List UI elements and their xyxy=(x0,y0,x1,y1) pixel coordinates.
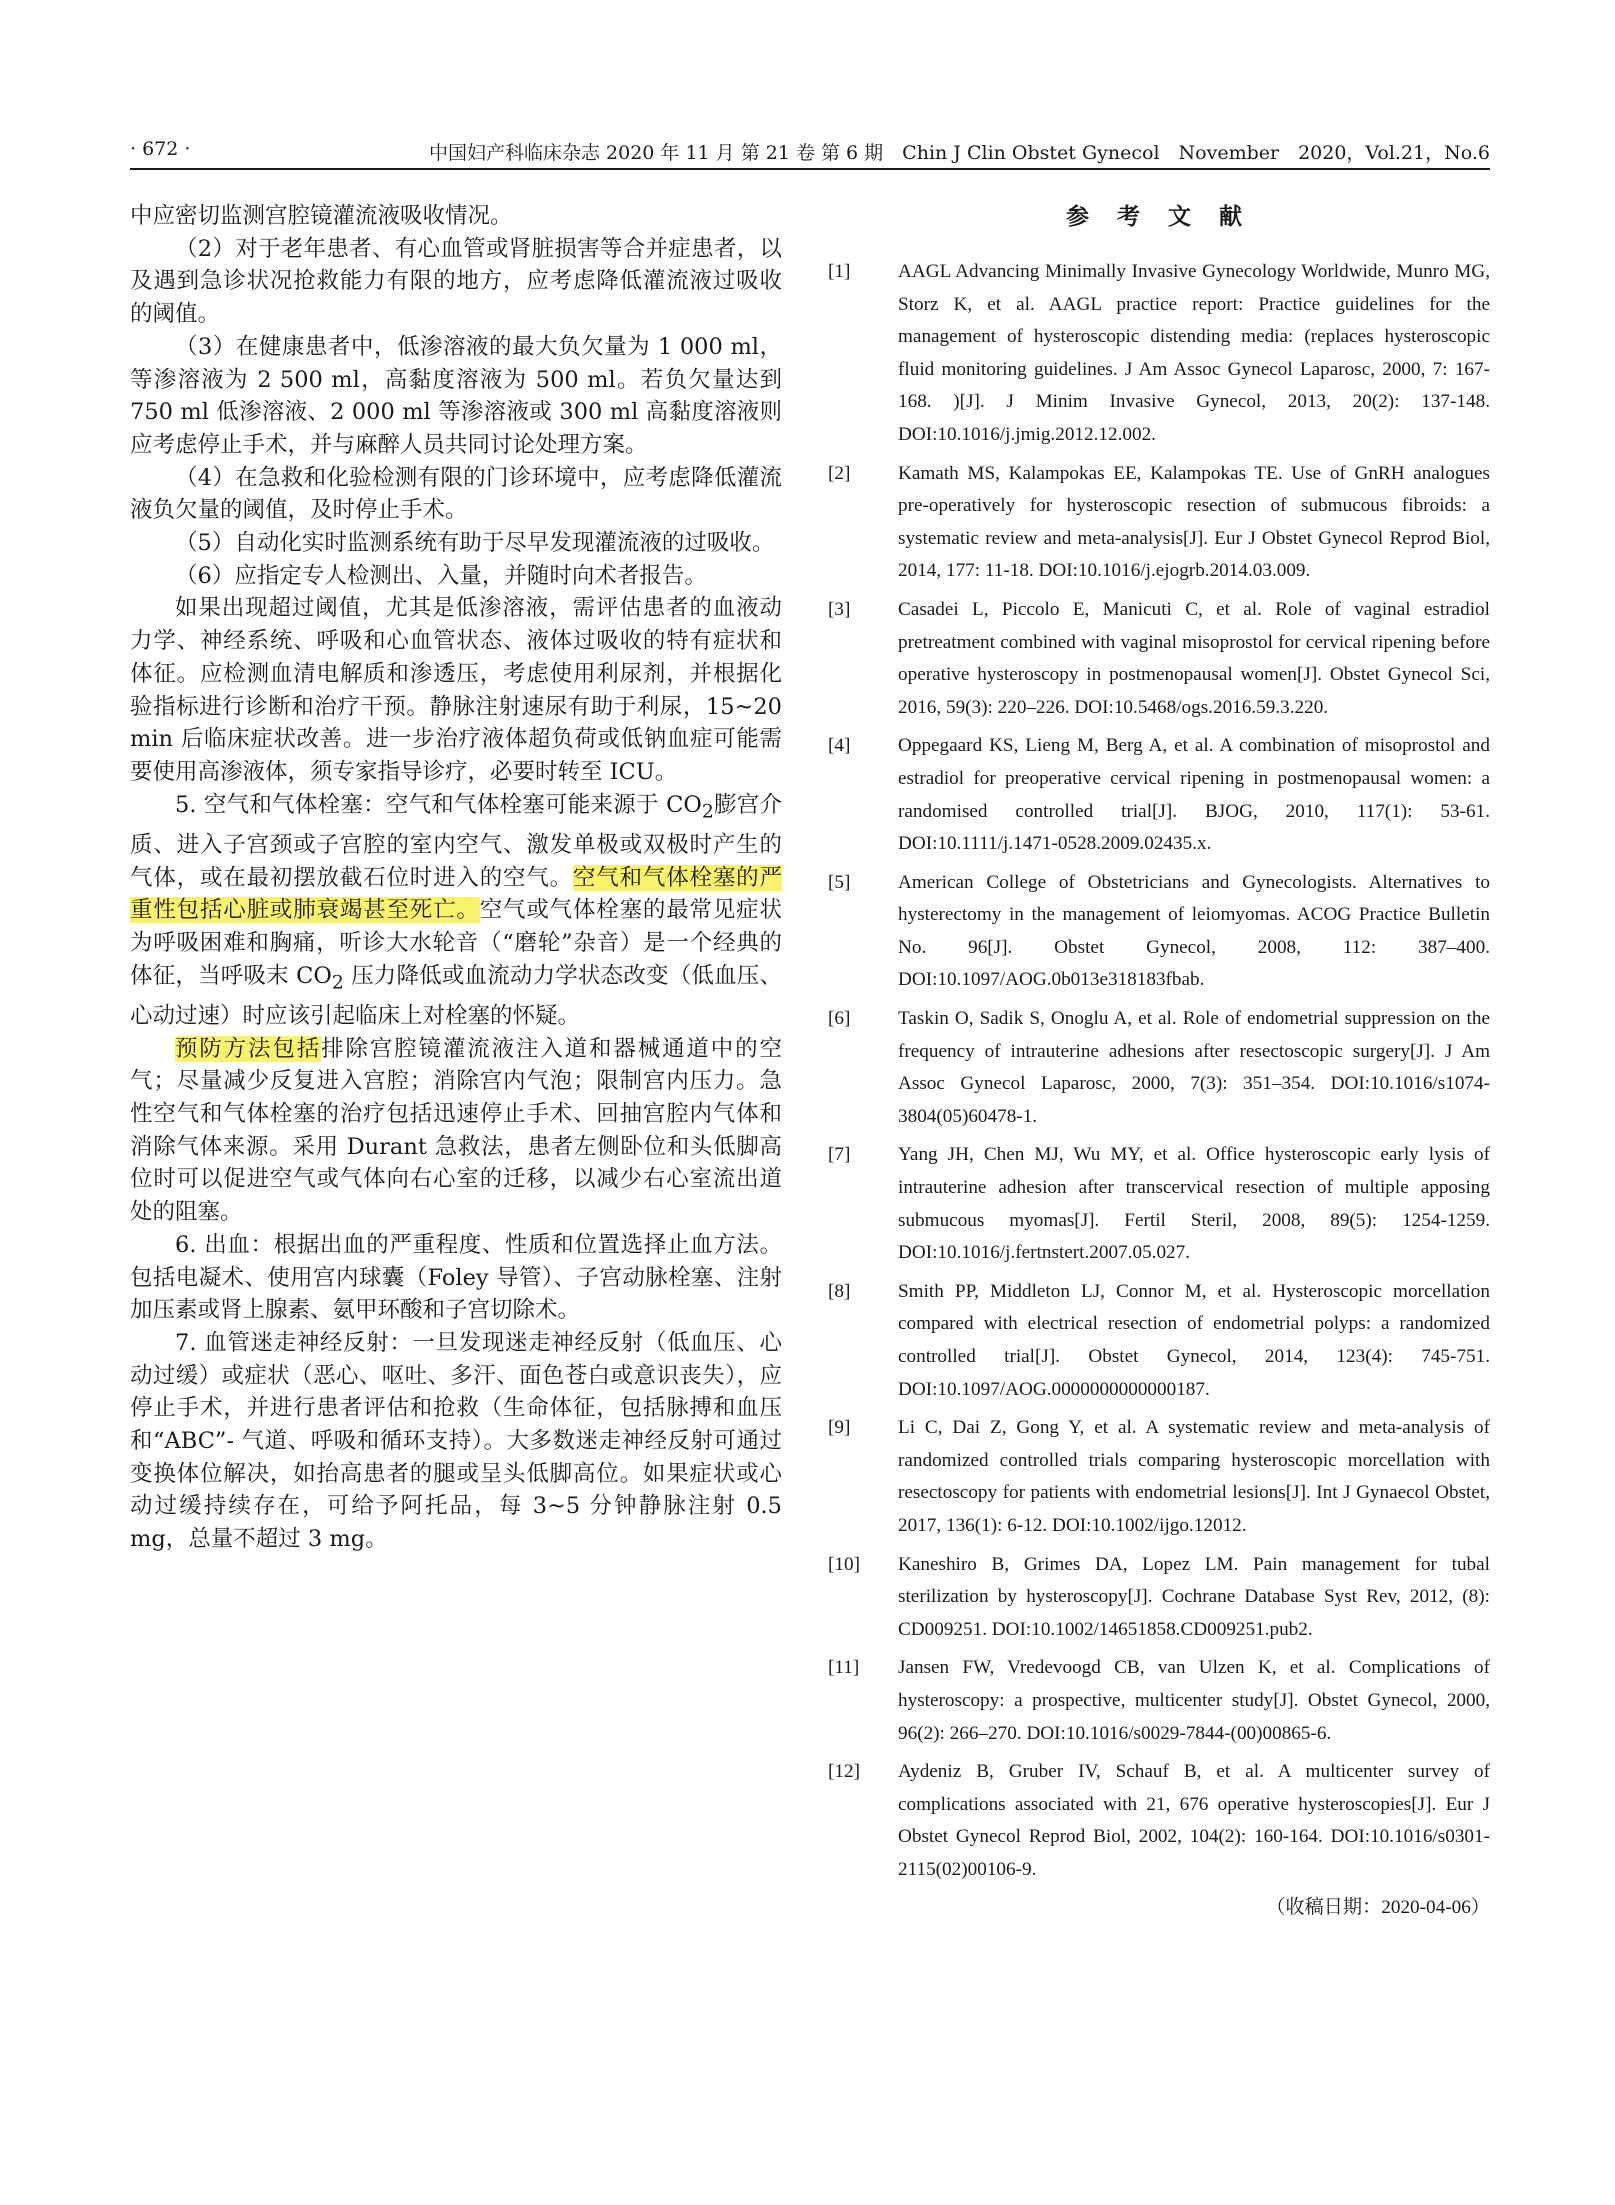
paragraph-vasovagal: 7. 血管迷走神经反射：一旦发现迷走神经反射（低血压、心动过缓）或症状（恶心、呕吐、多汗、面色苍白或意识丧失），应停止手术，并进行患者评估和抢救（生命体征，包括脉搏和血压和“ABC”- 气道、呼吸和循环支持）。大多数迷走神经反射可通过变换体位解决，如抬高患者的腿或呈头低脚高位。如果症状或心动过缓持续存在，可给予阿托品，每 3~5 分钟静脉注射 0.5 mg，总量不超过 3 mg。 xyxy=(130,1329,782,1553)
reference-number: [8] xyxy=(828,1280,851,1302)
reference-item xyxy=(828,458,1490,588)
reference-number: [7] xyxy=(828,1144,851,1166)
reference-number: [11] xyxy=(828,1657,860,1679)
reference-item xyxy=(828,1276,1490,1406)
reference-text: Smith PP, Middleton LJ, Connor M, et al. Hysteroscopic morcellation compared with electrical resection of endometrial polyps: a randomized controlled trial[J]. Obstet Gynecol, 2014, 123(4): 745-751. DOI:10.1097/AOG.0000000000000187. xyxy=(898,1280,1490,1400)
reference-item xyxy=(828,867,1490,997)
paragraph-continuation: 中应密切监测宫腔镜灌流液吸收情况。 xyxy=(130,203,513,229)
paragraph-item-5: （5）自动化实时监测系统有助于尽早发现灌流液的过吸收。 xyxy=(175,530,775,557)
reference-text: Casadei L, Piccolo E, Manicuti C, et al. Role of vaginal estradiol pretreatment combined with vaginal misoprostol for cervical ripening before operative hysteroscopy in postmenopausal women[J]. Obstet Gynecol Sci, 2016, 59(3): 220–226. DOI:10.5468/ogs.2016.59.3.220. xyxy=(898,598,1490,718)
page-number: · 672 · xyxy=(130,138,191,160)
reference-text: Kamath MS, Kalampokas EE, Kalampokas TE. Use of GnRH analogues pre-operatively for hysteroscopic resection of submucous fibroids: a systematic review and meta-analysis[J]. Eur J Obstet Gynecol Reprod Biol, 2014, 177: 11-18. DOI:10.1016/j.ejogrb.2014.03.009. xyxy=(898,462,1490,582)
reference-text: Taskin O, Sadik S, Onoglu A, et al. Role of endometrial suppression on the frequency of intrauterine adhesions after resectoscopic surgery[J]. J Am Assoc Gynecol Laparosc, 2000, 7(3): 351–354. DOI:10.1016/s1074-3804(05)60478-1. xyxy=(898,1008,1490,1127)
highlighted-text: 预防方法包括 xyxy=(175,1035,322,1062)
paragraph-threshold-management: 如果出现超过阈值，尤其是低渗溶液，需评估患者的血液动力学、神经系统、呼吸和心血管状态、液体过吸收的特有症状和体征。应检测血清电解质和渗透压，考虑使用利尿剂，并根据化验指标进行诊断和治疗干预。静脉注射速尿有助于利尿，15~20 min 后临床症状改善。进一步治疗液体超负荷或低钠血症可能需要使用高渗液体，须专家指导诊疗，必要时转至 ICU。 xyxy=(130,595,782,785)
paragraph-item-3: （3）在健康患者中，低渗溶液的最大负欠量为 1 000 ml，等渗溶液为 2 500 ml，高黏度溶液为 500 ml。若负欠量达到 750 ml 低渗溶液、2 000 ml 等渗溶液或 300 ml 高黏度溶液则应考虑停止手术，并与麻醉人员共同讨论处理方案。 xyxy=(130,333,782,458)
reference-item xyxy=(828,1139,1490,1269)
received-date: （收稿日期：2020-04-06） xyxy=(1266,1896,1490,1918)
highlighted-text: 空气和气体栓塞的严重性包括心脏或肺衰竭甚至死亡。 xyxy=(130,864,782,924)
references-column xyxy=(828,200,1490,1923)
reference-text: AAGL Advancing Minimally Invasive Gynecology Worldwide, Munro MG, Storz K, et al. AAGL practice report: Practice guidelines for the management of hysteroscopic distending media: (replaces hysteroscopic fluid monitoring guidelines. J Am Assoc Gynecol Laparosc, 2000, 7: 167-168. )[J]. J Minim Invasive Gynecol, 2013, 20(2): 137-148. DOI:10.1016/j.jmig.2012.12.002. xyxy=(898,261,1490,445)
references-heading: 参 考 文 献 xyxy=(1065,203,1253,230)
left-column-body xyxy=(130,200,782,1556)
paragraph-air-embolism xyxy=(130,789,782,1033)
references-list xyxy=(828,256,1490,1887)
reference-number: [4] xyxy=(828,735,851,757)
reference-number: [2] xyxy=(828,462,851,484)
reference-number: [6] xyxy=(828,1008,851,1030)
reference-item xyxy=(828,256,1490,452)
text-segment: 膨宫介质、进入子宫颈或子宫腔的室内空气、激发单极或双极时产生的气体，或在最初摆放截石位时进入的空气。 xyxy=(130,791,782,891)
reference-item xyxy=(828,730,1490,860)
reference-text: Jansen FW, Vredevoogd CB, van Ulzen K, et al. Complications of hysteroscopy: a prospective, multicenter study[J]. Obstet Gynecol, 2000, 96(2): 266–270. DOI:10.1016/s0029-7844-(00)00865-6. xyxy=(898,1657,1490,1744)
reference-number: [3] xyxy=(828,598,851,620)
paragraph-bleeding: 6. 出血：根据出血的严重程度、性质和位置选择止血方法。包括电凝术、使用宫内球囊（Foley 导管）、子宫动脉栓塞、注射加压素或肾上腺素、氨甲环酸和子宫切除术。 xyxy=(130,1231,782,1324)
reference-item xyxy=(828,1003,1490,1133)
paragraph-item-2: （2）对于老年患者、有心血管或肾脏损害等合并症患者，以及遇到急诊状况抢救能力有限的地方，应考虑降低灌流液过吸收的阈值。 xyxy=(130,235,782,328)
reference-text: American College of Obstetricians and Gynecologists. Alternatives to hysterectomy in the management of leiomyomas. ACOG Practice Bulletin No. 96[J]. Obstet Gynecol, 2008, 112: 387–400. DOI:10.1097/AOG.0b013e318183fbab. xyxy=(898,871,1490,991)
subscript: 2 xyxy=(331,972,344,994)
reference-item xyxy=(828,1549,1490,1647)
reference-item xyxy=(828,1756,1490,1886)
paragraph-prevention xyxy=(130,1033,782,1229)
reference-item xyxy=(828,594,1490,724)
reference-text: Kaneshiro B, Grimes DA, Lopez LM. Pain management for tubal sterilization by hysteroscopy[J]. Cochrane Database Syst Rev, 2012, (8): CD009251. DOI:10.1002/14651858.CD009251.pub2. xyxy=(898,1553,1490,1640)
subscript: 2 xyxy=(701,801,714,823)
journal-citation-line: 中国妇产科临床杂志 2020 年 11 月 第 21 卷 第 6 期 Chin J Clin Obstet Gynecol November 2020，Vol.21，No.6 xyxy=(428,142,1490,164)
text-segment: 5. 空气和气体栓塞：空气和气体栓塞可能来源于 CO xyxy=(175,791,702,818)
reference-number: [10] xyxy=(828,1553,860,1575)
text-segment: 排除宫腔镜灌流液注入道和器械通道中的空气；尽量减少反复进入宫腔；消除宫内气泡；限制宫内压力。急性空气和气体栓塞的治疗包括迅速停止手术、回抽宫腔内气体和消除气体来源。采用 Durant 急救法，患者左侧卧位和头低脚高位时可以促进空气或气体向右心室的迁移，以减少右心室流出道处的阻塞。 xyxy=(130,1035,782,1226)
reference-item xyxy=(828,1652,1490,1750)
reference-text: Li C, Dai Z, Gong Y, et al. A systematic review and meta-analysis of randomized controlled trials comparing hysteroscopic morcellation with resectoscopy for patients with endometrial lesions[J]. Int J Gynaecol Obstet, 2017, 136(1): 6-12. DOI:10.1002/ijgo.12012. xyxy=(898,1417,1490,1536)
reference-item xyxy=(828,1412,1490,1542)
reference-text: Aydeniz B, Gruber IV, Schauf B, et al. A multicenter survey of complications associated with 21, 676 operative hysteroscopies[J]. Eur J Obstet Gynecol Reprod Biol, 2002, 104(2): 160-164. DOI:10.1016/s0301-2115(02)00106-9. xyxy=(898,1761,1490,1880)
reference-text: Oppegaard KS, Lieng M, Berg A, et al. A combination of misoprostol and estradiol for preoperative cervical ripening in postmenopausal women: a randomised controlled trial[J]. BJOG, 2010, 117(1): 53-61. DOI:10.1111/j.1471-0528.2009.02435.x. xyxy=(898,735,1490,855)
reference-number: [12] xyxy=(828,1761,860,1783)
reference-number: [9] xyxy=(828,1417,851,1439)
reference-number: [1] xyxy=(828,261,851,282)
paragraph-item-4: （4）在急救和化验检测有限的门诊环境中，应考虑降低灌流液负欠量的阈值，及时停止手术。 xyxy=(130,464,782,524)
text-segment: 空气或气体栓塞的最常见症状为呼吸困难和胸痛，听诊大水轮音（“磨轮”杂音）是一个经典的体征，当呼吸末 CO xyxy=(130,897,782,989)
reference-text: Yang JH, Chen MJ, Wu MY, et al. Office hysteroscopic early lysis of intrauterine adhesion after transcervical resection of multiple apposing submucous myomas[J]. Fertil Steril, 2008, 89(5): 1254-1259. DOI:10.1016/j.fertnstert.2007.05.027. xyxy=(898,1144,1490,1264)
text-segment: 压力降低或血流动力学状态改变（低血压、心动过速）时应该引起临床上对栓塞的怀疑。 xyxy=(130,962,782,1029)
running-header xyxy=(130,134,1490,170)
reference-number: [5] xyxy=(828,871,851,893)
paragraph-item-6: （6）应指定专人检测出、入量，并随时向术者报告。 xyxy=(175,562,707,589)
